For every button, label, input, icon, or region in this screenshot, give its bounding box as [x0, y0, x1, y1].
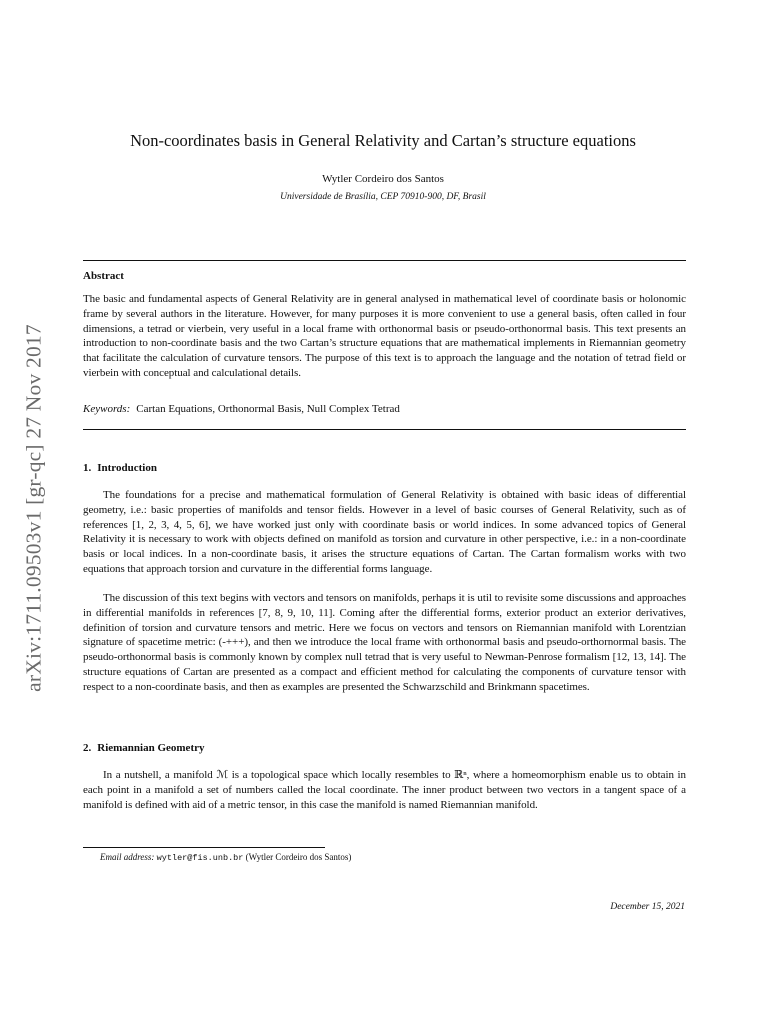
- footnote-email-address[interactable]: wytler@fis.unb.br: [156, 853, 244, 863]
- footnote: [100, 852, 351, 863]
- section-title: Riemannian Geometry: [97, 742, 205, 754]
- introduction-paragraph-2: The discussion of this text begins with vectors and tensors on manifolds, perhaps it is util to revisite some discussions and approaches in differential manifolds in references [7, 8, 9, 10, 11]. Coming after the differential forms, exterior product an exterior derivatives, definition of torsion and curvature tensors and metric. Here we focus on vectors and tensors on Riemannian manifold with Lorentzian signature of spacetime metric: (-+++), and then we introduce the local frame with orthonormal basis and pseudo-orthornormal basis. The pseudo-orthonormal basis is commonly known by complex null tetrad that is very useful to Newman-Penrose formalism [12, 13, 14]. The structure equations of Cartan are presented as a compact and efficient method for calculating the components of curvature tensor with respect to a non-coordinate basis, and then as examples are presented the Schwarzschild and Brinkmann spacetimes.: [83, 592, 686, 693]
- section-heading-introduction: [83, 462, 157, 474]
- abstract-bottom-rule: [83, 429, 686, 430]
- paper-title: Non-coordinates basis in General Relativity and Cartan’s structure equations: [130, 131, 636, 150]
- document-date: December 15, 2021: [610, 902, 685, 912]
- section-heading-riemannian-geometry: [83, 742, 204, 754]
- author-name: Wytler Cordeiro dos Santos: [322, 173, 444, 185]
- section-number: 2.: [83, 742, 92, 754]
- keywords-label: Keywords:: [83, 403, 131, 415]
- section-number: 1.: [83, 462, 92, 474]
- author-affiliation: Universidade de Brasília, CEP 70910-900, DF, Brasil: [280, 192, 486, 202]
- keywords-line: [83, 403, 686, 415]
- footnote-rule: [83, 847, 325, 848]
- footnote-author-name: (Wytler Cordeiro dos Santos): [245, 852, 352, 862]
- arxiv-identifier-stamp: [10, 296, 58, 720]
- riemannian-geometry-paragraph-1: In a nutshell, a manifold ℳ is a topological space which locally resembles to ℝⁿ, where a homeomorphism enable us to obtain in each point in a manifold a set of numbers called the local coordinate. The inner product between two vectors in a tangent space of a manifold is defined with aid of a metric tensor, in this case the manifold is named Riemannian manifold.: [83, 769, 686, 811]
- keywords-text: Cartan Equations, Orthonormal Basis, Null Complex Tetrad: [136, 403, 400, 415]
- introduction-paragraph-1: The foundations for a precise and mathematical formulation of General Relativity is obtained with basic ideas of differential geometry, i.e.: basic properties of manifolds and tensor fields. However in a level of basic courses of General Relativity, such as of references [1, 2, 3, 4, 5, 6], we have worked just only with coordinate basis or world indices. In some advanced topics of General Relativity it is necessary to work with objects defined on manifold as torsion and curvature in other perspective, i.e.: in a non-coordinate basis or local indices. In a non-coordinate basis, it arises the structure equations of Cartan. The Cartan formalism works with two equations that approach torsion and curvature in the differential forms language.: [83, 489, 686, 575]
- abstract-text: The basic and fundamental aspects of General Relativity are in general analysed in mathematical level of coordinate basis or holonomic frame by several authors in the literature. However, for many purposes it is more convenient to use a general basis, often called in four dimensions, a tetrad or vierbein, very useful in a local frame with orthonormal basis or pseudo-orthonormal basis. This text presents an introduction to non-coordinate basis and the two Cartan’s structure equations that are mathematical implements in Riemannian geometry that facilitate the calculation of curvature tensors. The purpose of this text is to approach the language and the notation of tetrad field or vierbein with conceptual and calculational details.: [83, 293, 686, 379]
- section-title: Introduction: [97, 462, 157, 474]
- arxiv-identifier-text: arXiv:1711.09503v1 [gr-qc] 27 Nov 2017: [21, 324, 46, 692]
- abstract-top-rule: [83, 260, 686, 261]
- abstract-heading: Abstract: [83, 270, 124, 282]
- footnote-email-label: Email address:: [100, 852, 155, 862]
